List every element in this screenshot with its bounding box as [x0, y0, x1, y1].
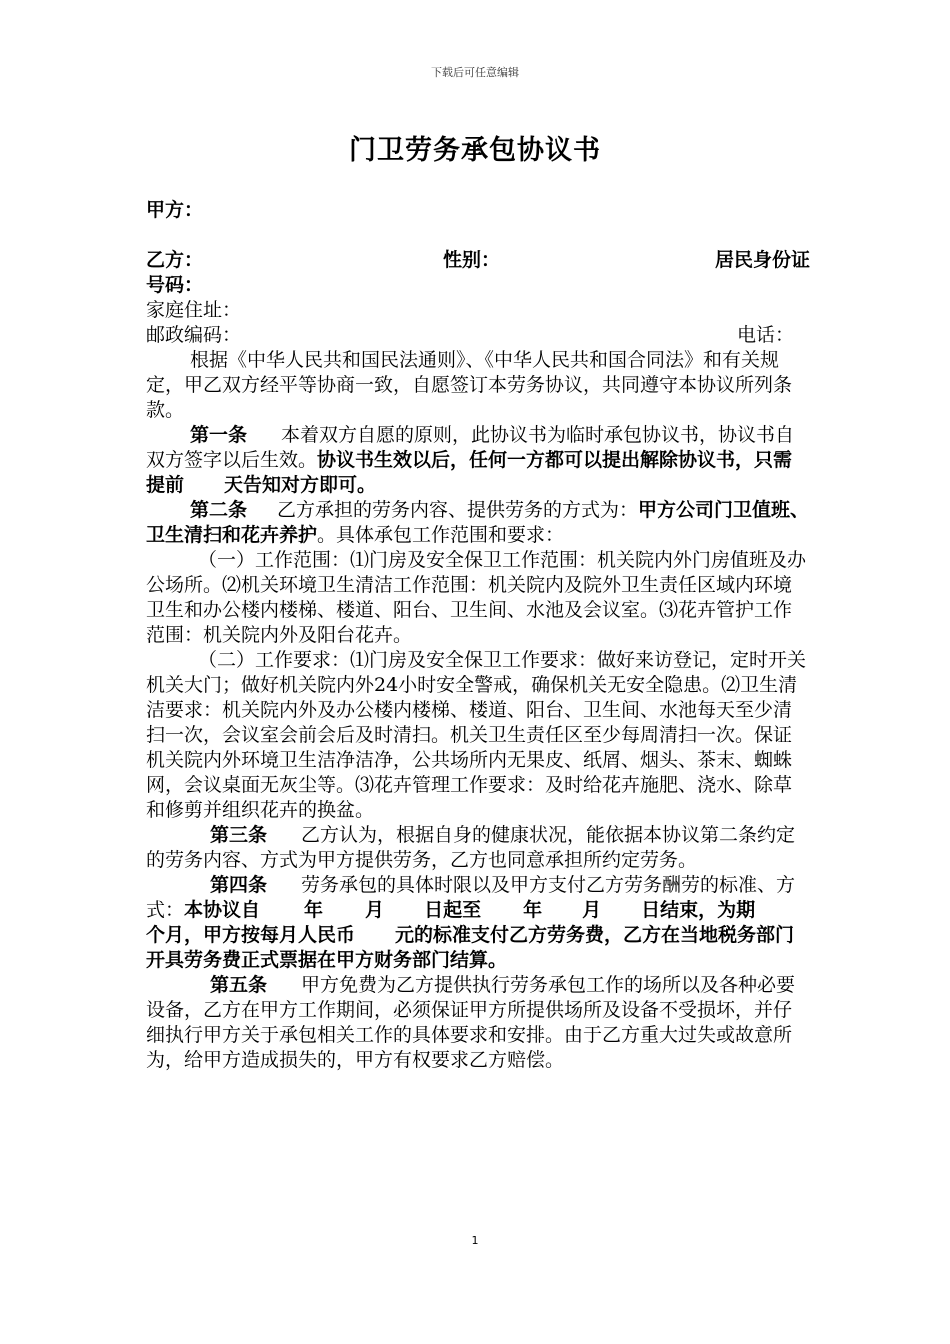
article-2-item-2: （二）工作要求：⑴门房及安全保卫工作要求：做好来访登记，定时开关机关大门；做好机关院内外24小时安全警戒，确保机关无安全隐患。⑵卫生清洁要求：机关院内外及办公楼内楼梯、楼道、阳台、卫生间、水池每天至少清扫一次，会议室会前会后及时清扫。机关卫生责任区至少每周清扫一次。保证机关院内外环境卫生洁净洁净，公共场所内无果皮、纸屑、烟头、茶末、蜘蛛网，会议桌面无灰尘等。⑶花卉管理工作要求：及时给花卉施肥、浇水、除草和修剪并组织花卉的换盆。 — [146, 649, 807, 821]
phone-label: 电话： — [736, 324, 794, 346]
page-number: 1 — [471, 1234, 479, 1247]
document-body — [146, 198, 810, 1073]
address-label: 家庭住址： — [146, 299, 242, 321]
article-3-heading: 第三条 — [210, 824, 268, 846]
article-2-text-end: 。具体承包工作范围和要求： — [317, 524, 565, 546]
article-2-heading: 第二条 — [190, 499, 248, 521]
article-4-b2: 年 — [304, 899, 324, 921]
article-2-item-1: （一）工作范围：⑴门房及安全保卫工作范围：机关院内外门房值班及办公场所。⑵机关环境卫生清洁工作范围：机关院内及院外卫生责任区域内环境卫生和办公楼内楼梯、楼道、阳台、卫生间、水池及会议室。⑶花卉管护工作范围：机关院内外及阳台花卉。 — [146, 549, 807, 646]
article-4-b1: 本协议自 — [184, 899, 261, 921]
page-header-note: 下载后可任意编辑 — [431, 66, 519, 79]
article-4-b3: 月 — [365, 899, 385, 921]
postcode-label: 邮政编码： — [146, 324, 242, 346]
id-label-part2: 号码： — [146, 274, 204, 296]
article-4-heading: 第四条 — [210, 874, 268, 896]
article-3-text: 乙方认为，根据自身的健康状况，能依据本协议第二条约定的劳务内容、方式为甲方提供劳务，乙方也同意承担所约定劳务。 — [146, 824, 796, 871]
article-1 — [146, 423, 810, 498]
party-b-row — [146, 248, 810, 273]
party-a-label: 甲方： — [146, 199, 204, 221]
blank-line — [146, 223, 810, 248]
document-title: 门卫劳务承包协议书 — [349, 135, 601, 166]
article-3 — [146, 823, 810, 873]
postcode-row — [146, 323, 810, 348]
article-1-heading: 第一条 — [190, 424, 248, 446]
article-4-b8: 个月，甲方按每月人民币 — [146, 924, 356, 946]
article-4-b9: 元的标准支付乙方劳务费，乙方在当地税务部门开具劳务费正式票据在甲方财务部门结算。 — [146, 924, 795, 971]
article-2-bold: 甲方公司门卫值班、卫生清扫和花卉养护 — [146, 499, 810, 546]
article-2-text: 乙方承担的劳务内容、提供劳务的方式为： — [277, 499, 639, 521]
party-b-label: 乙方： — [146, 249, 204, 271]
article-2 — [146, 498, 810, 548]
article-4 — [146, 873, 810, 973]
article-5-heading: 第五条 — [210, 974, 268, 996]
intro-paragraph: 根据《中华人民共和国民法通则》、《中华人民共和国合同法》和有关规定，甲乙双方经平等协商一致，自愿签订本劳务协议，共同遵守本协议所列条款。 — [146, 349, 793, 421]
article-1-text: 本着双方自愿的原则，此协议书为临时承包协议书，协议书自双方签字以后生效。 — [146, 424, 795, 471]
article-4-b4: 日起至 — [424, 899, 482, 921]
article-5 — [146, 973, 810, 1073]
article-1-bold-a: 协议书生效以后，任何一方都可以提出解除协议书，只需提前 — [146, 449, 793, 496]
article-1-bold-b: 天告知对方即可。 — [224, 474, 377, 496]
article-4-text: 劳务承包的具体时限以及甲方支付乙方劳务酬劳的标准、方式： — [146, 874, 796, 921]
gender-label: 性别： — [443, 249, 501, 271]
article-4-b5: 年 — [523, 899, 543, 921]
id-label-part1: 居民身份证 — [714, 249, 810, 271]
article-5-text: 甲方免费为乙方提供执行劳务承包工作的场所以及各种必要设备，乙方在甲方工作期间，必须保证甲方所提供场所及设备不受损坏，并仔细执行甲方关于承包相关工作的具体要求和安排。由于乙方重大过失或故意所为，给甲方造成损失的，甲方有权要求乙方赔偿。 — [146, 974, 796, 1071]
article-4-b7: 日结束，为期 — [641, 899, 756, 921]
article-4-b6: 月 — [582, 899, 602, 921]
